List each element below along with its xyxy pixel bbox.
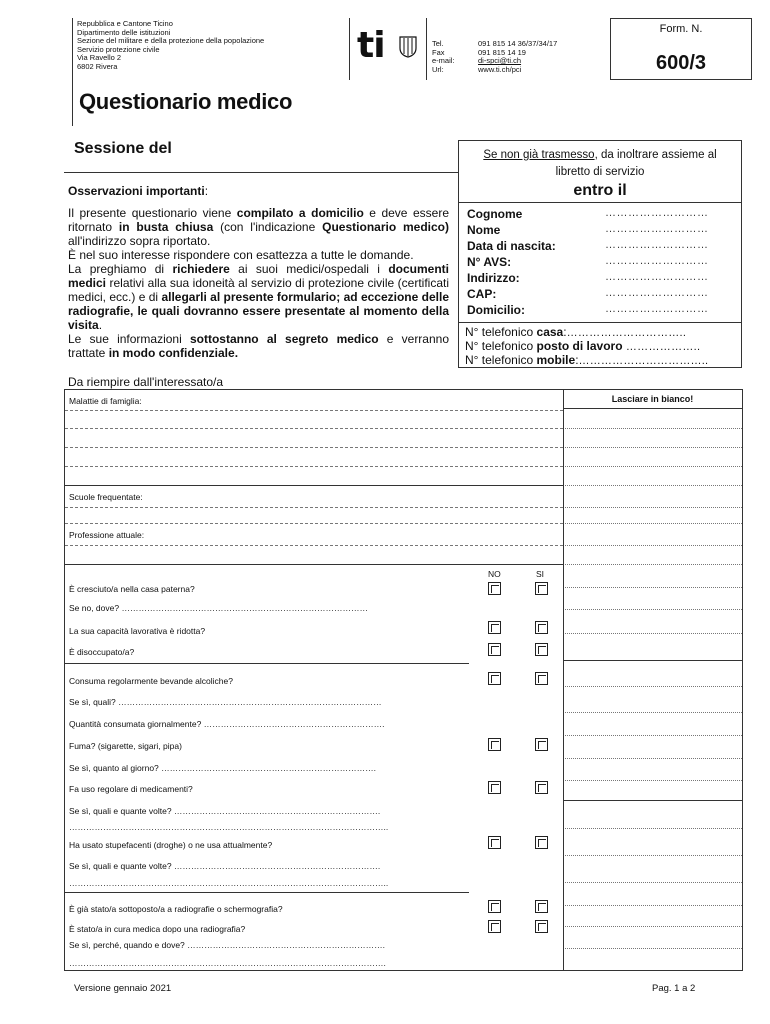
session-label: Sessione del	[74, 140, 172, 157]
si-checkbox-paternal-home[interactable]	[535, 582, 548, 595]
cognome-input[interactable]: ………………………	[605, 207, 709, 219]
section-label: Da riempire dall'interessato/a	[68, 375, 224, 389]
url-link[interactable]: www.ti.ch/pci	[478, 64, 522, 74]
si-checkbox-alcohol[interactable]	[535, 672, 548, 685]
si-checkbox-xray[interactable]	[535, 900, 548, 913]
transmit-note: Se non già trasmesso, da inoltrare assieme al libretto di servizio	[483, 149, 717, 178]
coat-of-arms-icon	[399, 36, 417, 58]
domicile-input[interactable]: ………………………	[605, 303, 709, 315]
contact-labels: Tel. Fax e-mail: Url:	[432, 39, 455, 74]
form-label: Form. N.	[659, 23, 703, 35]
no-checkbox-xray[interactable]	[488, 900, 501, 913]
page-title: Questionario medico	[79, 89, 293, 114]
no-checkbox-medication[interactable]	[488, 781, 501, 794]
q-alcohol: Consuma regolarmente bevande alcoliche?	[69, 676, 233, 686]
notes-p3: La preghiamo di richiedere ai suoi medici/ospedali i documenti medici relativi alla sua idoneità al servizio di protezione civile (certificati medici, ecc.) e di allegarli al presente formulario; ad eccezione delle radiografie, le quali dovranno essere presentate al momento della visita.	[68, 262, 450, 332]
birthdate-input[interactable]: ………………………	[605, 239, 709, 251]
notes-p2: È nel suo interesse rispondere con esattezza a tutte le domande.	[68, 248, 414, 262]
q-drugs-which[interactable]: Se sì, quali e quante volte? ……………………………………………………………….	[69, 861, 381, 871]
si-checkbox-smoke[interactable]	[535, 738, 548, 751]
q-alcohol-which[interactable]: Se sì, quali? …………………………………………………………………………………	[69, 697, 382, 707]
version-label: Versione gennaio 2021	[74, 983, 172, 994]
ticino-logo	[357, 25, 421, 66]
contact-values: 091 815 14 36/37/34/17 091 815 14 19 di-spci@ti.ch www.ti.ch/pci	[478, 39, 558, 74]
q-smoke-amount[interactable]: Se sì, quanto al giorno? ………………………………………………………………….	[69, 763, 377, 773]
form-number: 600/3	[655, 52, 707, 74]
no-checkbox-paternal-home[interactable]	[488, 582, 501, 595]
field-domicile: Domicilio:	[467, 303, 526, 317]
q-work-capacity: La sua capacità lavorativa è ridotta?	[69, 626, 206, 636]
q-xray-more[interactable]: ………………………………………………………………………………………………….	[69, 958, 386, 968]
field-cognome: Cognome	[467, 207, 523, 221]
no-checkbox-unemployed[interactable]	[488, 643, 501, 656]
cap-input[interactable]: ………………………	[605, 287, 709, 299]
q-paternal-home: È cresciuto/a nella casa paterna?	[69, 584, 195, 594]
header	[72, 18, 752, 88]
si-checkbox-drugs[interactable]	[535, 836, 548, 849]
q-drugs: Ha usato stupefacenti (droghe) o ne usa attualmente?	[69, 840, 273, 850]
q-xray: È già stato/a sottoposto/a a radiografie o schermografia?	[69, 904, 283, 914]
notes-p1: Il presente questionario viene compilato a domicilio e deve essere ritornato in busta chiusa (con l'indicazione Questionario medico) all'indirizzo sopra riportato.	[68, 206, 450, 248]
no-checkbox-alcohol[interactable]	[488, 672, 501, 685]
notes-body	[68, 206, 449, 360]
no-checkbox-smoke[interactable]	[488, 738, 501, 751]
sender-address: Repubblica e Cantone Ticino Dipartimento delle istituzioni Sezione del militare e della protezione della popolazione Servizio protezione civile Via Ravello 2 6802 Rivera	[77, 19, 265, 71]
field-cap: CAP:	[467, 287, 497, 301]
phone-work[interactable]: N° telefonico posto di lavoro ………………..	[465, 339, 701, 353]
field-nome: Nome	[467, 223, 501, 237]
field-avs: N° AVS:	[467, 255, 512, 269]
no-checkbox-drugs[interactable]	[488, 836, 501, 849]
avs-input[interactable]: ………………………	[605, 255, 709, 267]
schools-label: Scuole frequentate:	[69, 492, 143, 502]
transmit-box	[458, 140, 742, 368]
col-si: SI	[536, 569, 545, 579]
phone-home[interactable]: N° telefonico casa:…………………………..	[465, 325, 687, 339]
q-alcohol-quantity[interactable]: Quantità consumata giornalmente? ……………………………………………………….	[69, 719, 385, 729]
q-medication: Fa uso regolare di medicamenti?	[69, 784, 193, 794]
q-medication-more[interactable]: …………………………………………………………………………………………………..	[69, 822, 389, 832]
field-address: Indirizzo:	[467, 271, 520, 285]
col-no: NO	[488, 569, 501, 579]
notes-title: Osservazioni importanti	[68, 184, 205, 198]
questionnaire-table	[64, 389, 743, 971]
field-birthdate: Data di nascita:	[467, 239, 556, 253]
si-checkbox-work-capacity[interactable]	[535, 621, 548, 634]
si-checkbox-medication[interactable]	[535, 781, 548, 794]
address-input[interactable]: ………………………	[605, 271, 709, 283]
leave-blank-label: Lasciare in bianco!	[611, 394, 694, 404]
notes-p4: Le sue informazioni sottostanno al segreto medico e verranno trattate in modo confidenziale.	[68, 332, 449, 360]
logo-text: ti	[357, 25, 385, 66]
q-xray-why[interactable]: Se sì, perché, quando e dove? …………………………………………………………….	[69, 940, 386, 950]
no-checkbox-work-capacity[interactable]	[488, 621, 501, 634]
important-notes: Osservazioni importanti: Il presente questionario viene compilato a domicilio e deve essere ritornato in busta chiusa (con l'indicazione Questionario medico) all'indirizzo sopra riportato. È nel suo interesse rispondere con esattezza a tutte le domande. La preghiamo di richiedere ai suoi medici/ospedali i documenti medici relativi alla sua idoneità al servizio di protezione civile (certificati medici, ecc.) e di allegarli al presente formulario; ad eccezione delle radiografie, le quali dovranno essere presentate al momento della visita. Le sue informazioni sottostanno al segreto medico e verranno trattate in modo confidenziale.	[68, 184, 450, 360]
phone-mobile[interactable]: N° telefonico mobile:……………………………..	[465, 353, 709, 367]
form-number-box	[610, 18, 752, 80]
nome-input[interactable]: ………………………	[605, 223, 709, 235]
email-link[interactable]: di-spci@ti.ch	[478, 56, 522, 66]
profession-label: Professione attuale:	[69, 530, 145, 540]
si-checkbox-xray-care[interactable]	[535, 920, 548, 933]
q-unemployed: È disoccupato/a?	[69, 647, 135, 657]
q-xray-care: È stato/a in cura medica dopo una radiografia?	[69, 924, 246, 934]
q-medication-which[interactable]: Se sì, quali e quante volte? ……………………………………………………………….	[69, 806, 381, 816]
family-diseases-label: Malattie di famiglia:	[69, 396, 142, 406]
no-checkbox-xray-care[interactable]	[488, 920, 501, 933]
si-checkbox-unemployed[interactable]	[535, 643, 548, 656]
q-drugs-more[interactable]: …………………………………………………………………………………………………..	[69, 878, 389, 888]
q-paternal-home-where[interactable]: Se no, dove? ……………………………………………………………………………	[69, 603, 368, 613]
page-number: Pag. 1 a 2	[652, 983, 696, 994]
q-smoke: Fuma? (sigarette, sigari, pipa)	[69, 741, 182, 751]
deadline-label: entro il	[573, 182, 627, 199]
